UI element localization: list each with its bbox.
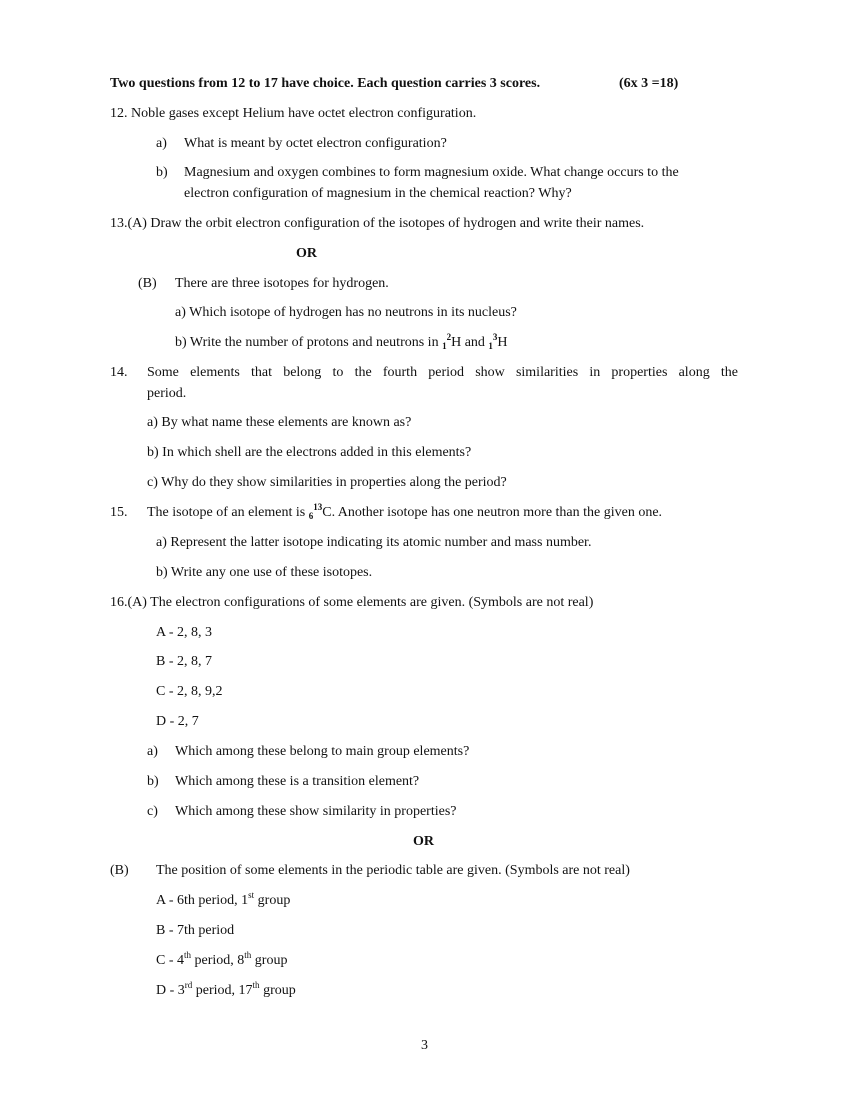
q14-a: a) By what name these elements are known as? — [147, 415, 412, 430]
q15-number: 15. — [110, 505, 128, 520]
q12-b-text-line2: electron configuration of magnesium in the chemical reaction? Why? — [184, 186, 572, 201]
q16-or: OR — [413, 834, 434, 849]
page-number: 3 — [421, 1038, 428, 1053]
q14-b: b) In which shell are the electrons added in this elements? — [147, 445, 472, 460]
q16-subq-label: a) — [147, 744, 158, 759]
q12-b-text-line1: Magnesium and oxygen combines to form magnesium oxide. What change occurs to the — [184, 165, 679, 180]
q14-stem-line1: Some elements that belong to the fourth period show similarities in properties along the — [147, 365, 738, 380]
q13-b-label: (B) — [138, 276, 157, 291]
q16-subq-text: Which among these belong to main group elements? — [175, 744, 470, 759]
q16-b-label: (B) — [110, 863, 129, 878]
q16-position-c: C - 4th period, 8th group — [156, 950, 288, 968]
q16-config-a: A - 2, 8, 3 — [156, 625, 212, 640]
q15-stem: The isotope of an element is $_6^{13}$C. Another isotope has one neutron more than the given one. — [147, 502, 663, 521]
q12-b-label: b) — [156, 165, 168, 180]
q16-config-d: D - 2, 7 — [156, 714, 199, 729]
q14-c: c) Why do they show similarities in properties along the period? — [147, 475, 507, 490]
q16-position-d: D - 3rd period, 17th group — [156, 980, 296, 998]
isotope-h2: $_1^2$ — [442, 332, 452, 351]
q14-stem-line2: period. — [147, 386, 187, 401]
isotope-h3: $_1^3$ — [488, 332, 498, 351]
q16-a-stem: 16.(A) The electron configurations of some elements are given. (Symbols are not real) — [110, 595, 594, 610]
q16-subq-text: Which among these show similarity in properties? — [175, 804, 457, 819]
q12-a-text: What is meant by octet electron configuration? — [184, 136, 447, 151]
q16-b-stem: The position of some elements in the periodic table are given. (Symbols are not real) — [156, 863, 630, 878]
q16-config-c: C - 2, 8, 9,2 — [156, 684, 223, 699]
q15-b: b) Write any one use of these isotopes. — [156, 565, 373, 580]
q16-position-a: A - 6th period, 1st group — [156, 890, 291, 908]
q12-stem: 12. Noble gases except Helium have octet electron configuration. — [110, 106, 477, 121]
q13-b-stem: There are three isotopes for hydrogen. — [175, 276, 389, 291]
q16-position-b: B - 7th period — [156, 923, 235, 938]
section-marks: (6x 3 =18) — [619, 76, 679, 91]
q14-number: 14. — [110, 365, 128, 380]
q16-config-b: B - 2, 8, 7 — [156, 654, 212, 669]
q13-or: OR — [296, 246, 317, 261]
q16-subq-label: b) — [147, 774, 159, 789]
q12-a-label: a) — [156, 136, 167, 151]
q16-subq-text: Which among these is a transition element? — [175, 774, 420, 789]
q13-b-b: b) Write the number of protons and neutrons in $_1^2$H and $_1^3$H — [175, 332, 508, 351]
q15-a: a) Represent the latter isotope indicating its atomic number and mass number. — [156, 535, 592, 550]
q13-b-a: a) Which isotope of hydrogen has no neutrons in its nucleus? — [175, 305, 517, 320]
q16-subq-label: c) — [147, 804, 158, 819]
q13-a-stem: 13.(A) Draw the orbit electron configuration of the isotopes of hydrogen and write their names. — [110, 216, 645, 231]
section-instruction: Two questions from 12 to 17 have choice. Each question carries 3 scores. — [110, 76, 541, 91]
isotope-c13: $_6^{13}$ — [308, 502, 323, 521]
